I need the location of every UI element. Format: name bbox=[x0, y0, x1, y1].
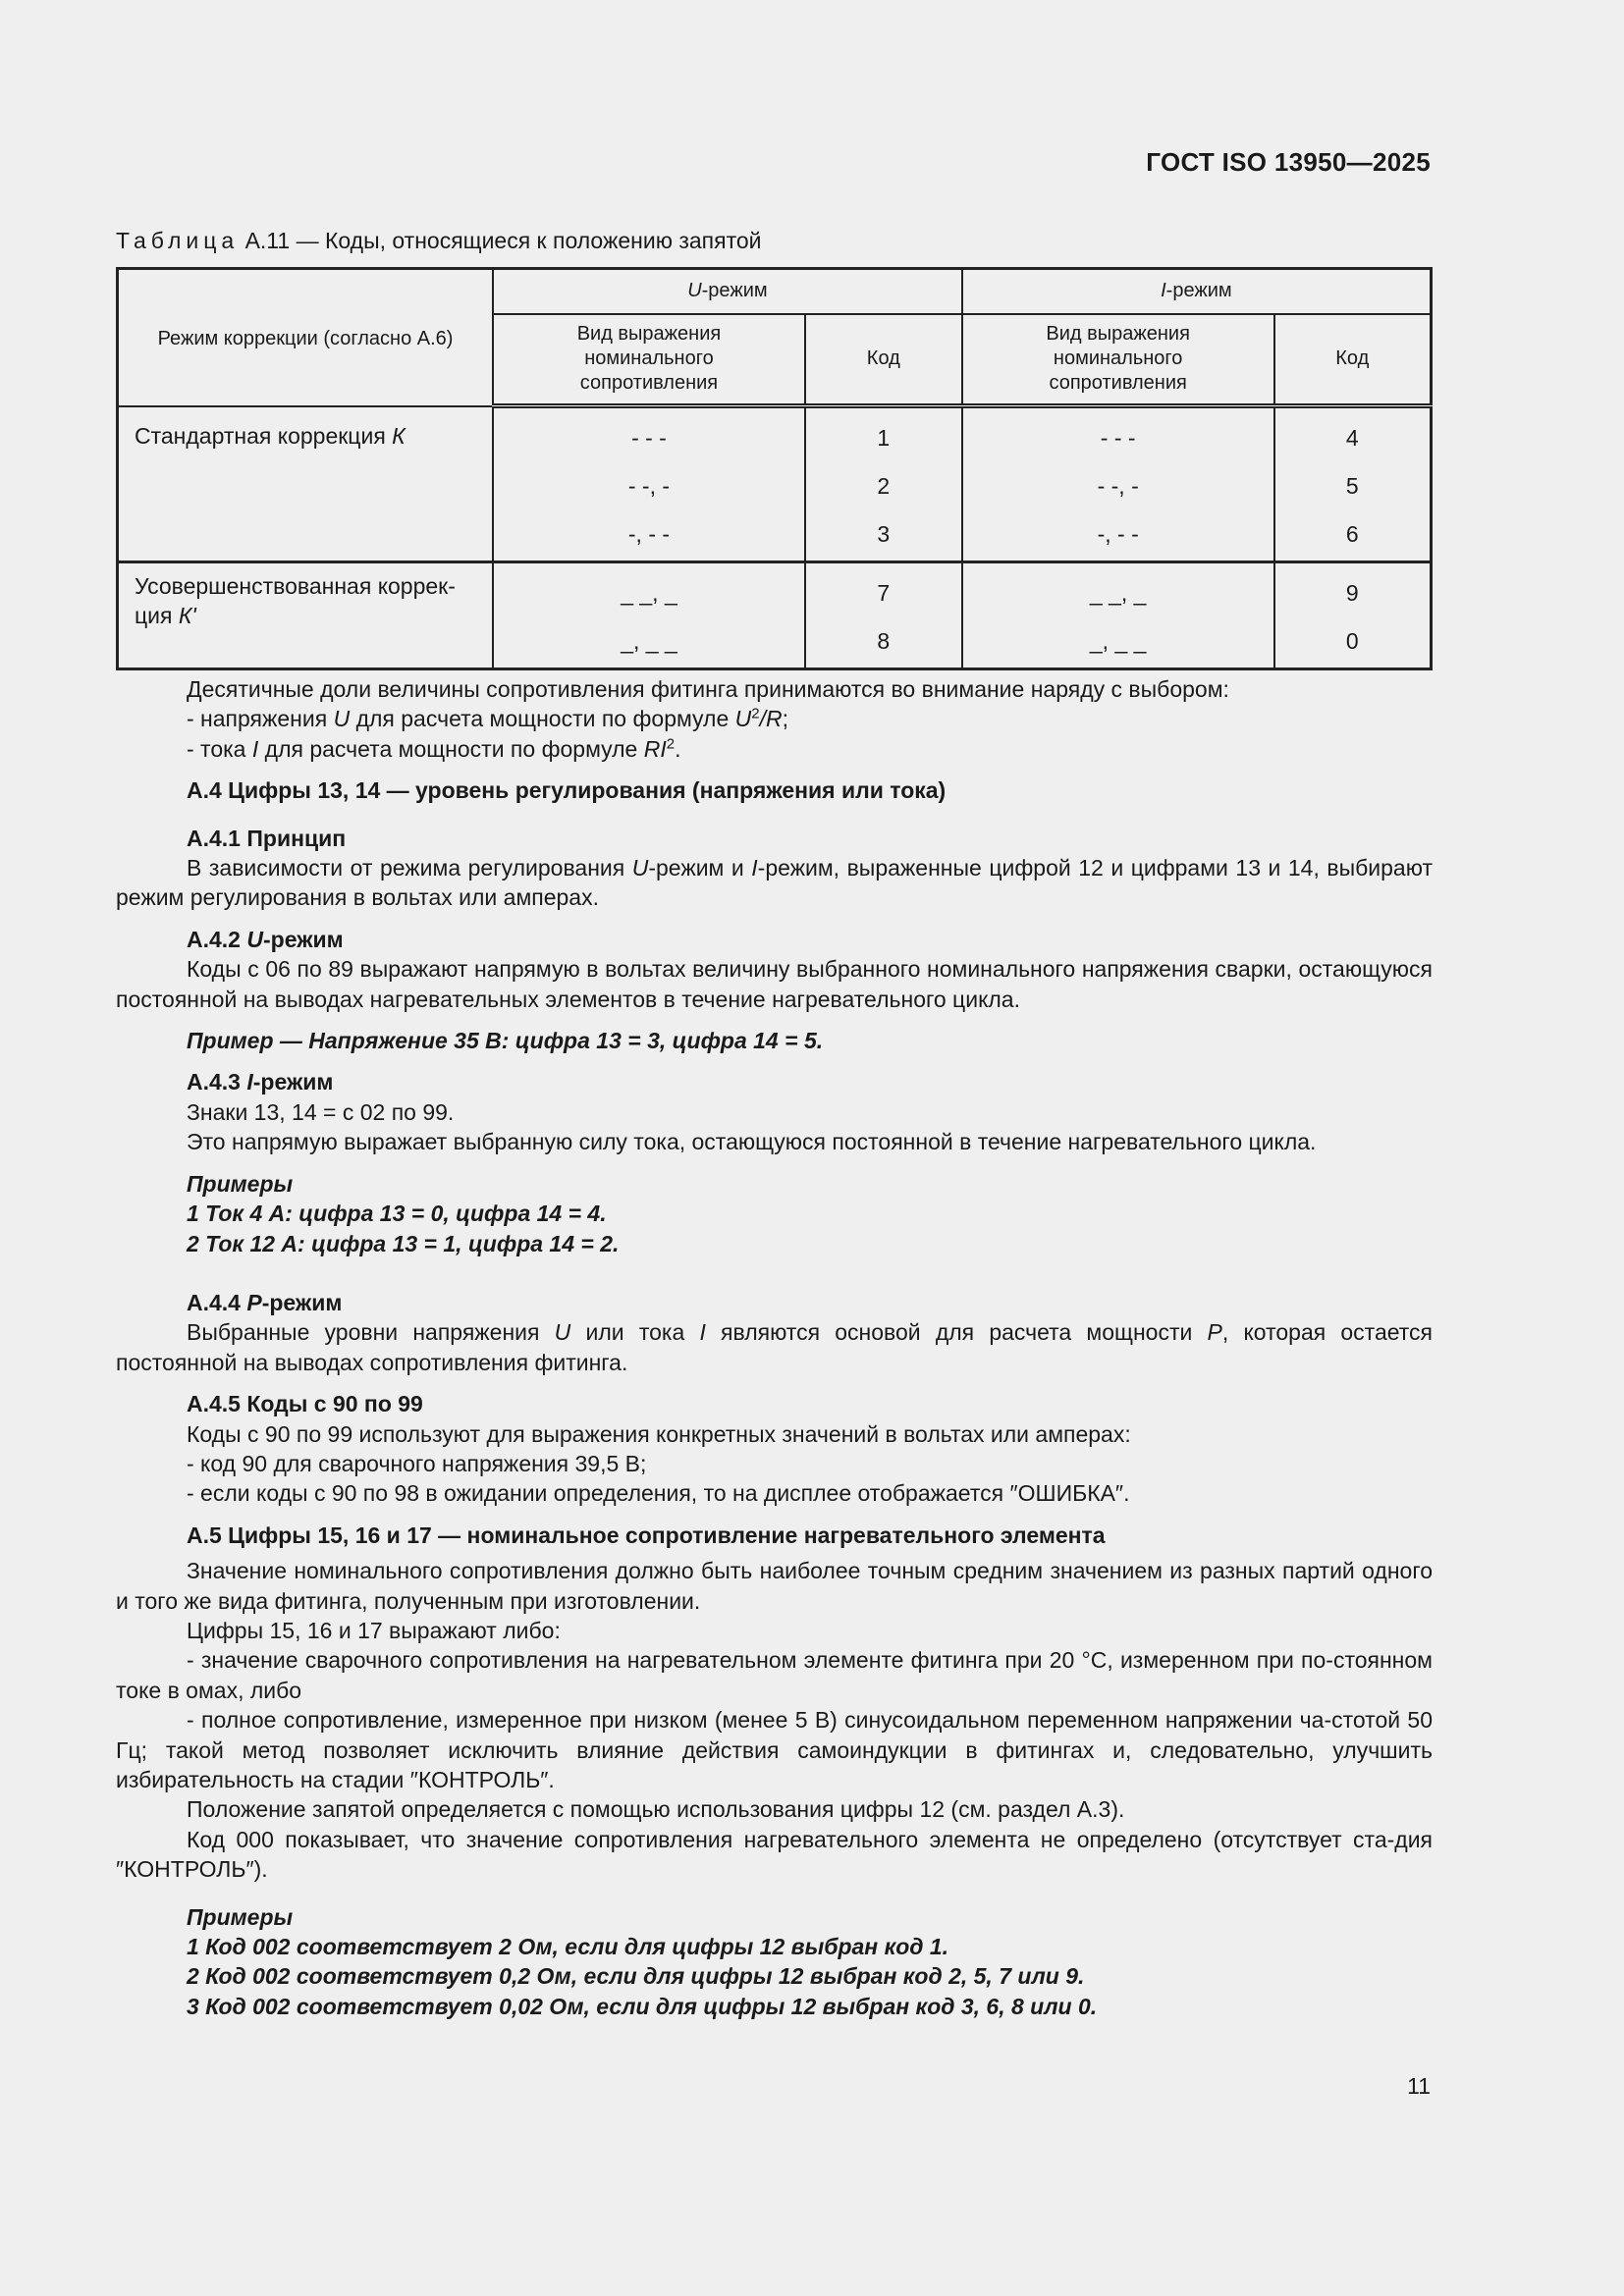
header-correction-mode: Режим коррекции (согласно А.6) bbox=[118, 269, 494, 406]
paragraph bbox=[116, 853, 1433, 913]
bullet: - если коды с 90 по 98 в ожидании определения, то на дисплее отображается ″ОШИБКА″. bbox=[187, 1480, 1130, 1507]
symbol-i: I bbox=[699, 1319, 706, 1346]
row-label-symbol: К bbox=[392, 422, 406, 449]
bullet-text: - напряжения bbox=[187, 706, 334, 732]
i-expr: - -, - bbox=[1097, 473, 1139, 499]
i-code-cell bbox=[1274, 562, 1432, 669]
text: -режим и bbox=[648, 855, 752, 881]
example: 1 Ток 4 А: цифра 13 = 0, цифра 14 = 4. bbox=[187, 1201, 607, 1227]
header-i-mode-letter: I bbox=[1161, 280, 1166, 302]
i-expr: -, - - bbox=[1097, 521, 1139, 547]
heading-text: -режим bbox=[263, 926, 344, 952]
i-code: 6 bbox=[1345, 521, 1359, 547]
bullet-end: . bbox=[675, 735, 681, 762]
bullet bbox=[116, 704, 1433, 733]
table-caption bbox=[116, 228, 762, 254]
doc-header: ГОСТ ISO 13950—2025 bbox=[1146, 147, 1431, 177]
table-caption-text: А.11 — Коды, относящиеся к положению запятой bbox=[239, 228, 762, 253]
text: В зависимости от режима регулирования bbox=[187, 855, 632, 881]
formula-r: /R bbox=[759, 706, 783, 732]
u-code: 7 bbox=[877, 580, 891, 606]
i-code: 0 bbox=[1345, 628, 1359, 654]
text: Выбранные уровни напряжения bbox=[187, 1319, 555, 1346]
paragraph: Это напрямую выражает выбранную силу тока, остающуюся постоянной в течение нагревательного цикла. bbox=[187, 1129, 1317, 1155]
row-label-improved bbox=[118, 562, 494, 669]
header-i-expression: Вид выражения номинального сопротивления bbox=[962, 314, 1274, 406]
row-label-standard bbox=[118, 406, 494, 562]
superscript: 2 bbox=[751, 705, 760, 722]
i-code: 5 bbox=[1345, 473, 1359, 499]
i-code-cell bbox=[1274, 406, 1432, 562]
symbol-u: U bbox=[246, 926, 263, 952]
paragraph: Значение номинального сопротивления должно быть наиболее точным средним значением из разных партий одного и того же вида фитинга, полученным при изготовлении. bbox=[116, 1558, 1433, 1614]
i-expr: - - - bbox=[1100, 425, 1136, 451]
bullet: - значение сварочного сопротивления на нагревательном элементе фитинга при 20 °С, измеренном при по-стоянном токе в омах, либо bbox=[116, 1647, 1433, 1703]
subsection-heading-a41: А.4.1 Принцип bbox=[187, 825, 347, 851]
i-code: 4 bbox=[1345, 425, 1359, 451]
u-expr: -, - - bbox=[627, 521, 671, 547]
header-i-mode bbox=[962, 269, 1432, 314]
text: , которая остается постоянной на выводах сопротивления фитинга. bbox=[116, 1319, 1434, 1375]
subsection-heading-a44 bbox=[116, 1288, 1433, 1317]
header-i-code: Код bbox=[1274, 314, 1432, 406]
subsection-heading-a42 bbox=[116, 925, 1433, 954]
u-code: 8 bbox=[877, 628, 891, 654]
symbol-u: U bbox=[554, 1319, 571, 1346]
table-row bbox=[118, 406, 1432, 562]
symbol-i: I bbox=[251, 735, 259, 762]
paragraph bbox=[116, 1317, 1433, 1377]
u-expr: _ _, _ bbox=[621, 580, 677, 606]
body-text bbox=[116, 674, 1433, 2021]
example: 3 Код 002 соответствует 0,02 Ом, если для цифры 12 выбран код 3, 6, 8 или 0. bbox=[187, 1993, 1098, 2019]
u-code: 2 bbox=[877, 473, 891, 499]
example: 2 Ток 12 А: цифра 13 = 1, цифра 14 = 2. bbox=[187, 1230, 620, 1256]
heading-text: -режим bbox=[252, 1069, 334, 1095]
bullet-text: для расчета мощности по формуле bbox=[350, 706, 735, 732]
text: -режим, выраженные цифрой 12 и цифрами 13 и 14, выбирают режим регулирования в вольтах или амперах. bbox=[116, 855, 1433, 911]
u-expr: _, _ _ bbox=[621, 628, 677, 654]
header-u-expression: Вид выражения номинального сопротивления bbox=[493, 314, 805, 406]
section-heading-a4: А.4 Цифры 13, 14 — уровень регулирования (напряжения или тока) bbox=[187, 777, 947, 804]
heading-number: А.4.4 bbox=[187, 1289, 247, 1315]
paragraph: Положение запятой определяется с помощью использования цифры 12 (см. раздел А.3). bbox=[187, 1796, 1125, 1823]
table-caption-prefix: Таблица bbox=[116, 228, 240, 253]
section-heading-a5: А.5 Цифры 15, 16 и 17 — номинальное сопротивление нагревательного элемента bbox=[187, 1522, 1106, 1548]
i-code: 9 bbox=[1345, 580, 1359, 606]
bullet-text: для расчета мощности по формуле bbox=[258, 735, 644, 762]
u-code-cell bbox=[805, 562, 962, 669]
i-expr: _, _ _ bbox=[1089, 628, 1147, 654]
bullet-end: ; bbox=[782, 706, 789, 732]
page-number: 11 bbox=[1407, 2073, 1431, 2099]
header-u-code: Код bbox=[805, 314, 962, 406]
paragraph: Цифры 15, 16 и 17 выражают либо: bbox=[187, 1617, 561, 1643]
u-code-cell bbox=[805, 406, 962, 562]
heading-number: А.4.3 bbox=[187, 1069, 247, 1095]
examples-heading: Примеры bbox=[187, 1903, 294, 1930]
i-expr-cell bbox=[962, 562, 1274, 669]
header-i-mode-suffix: -режим bbox=[1165, 280, 1232, 302]
paragraph: Коды с 90 по 99 используют для выражения конкретных значений в вольтах или амперах: bbox=[187, 1420, 1131, 1447]
header-u-mode bbox=[493, 269, 962, 314]
u-expr-cell bbox=[493, 406, 805, 562]
row-label-text: Усовершенствованная коррек-ция bbox=[135, 573, 456, 628]
heading-number: А.4.2 bbox=[187, 926, 247, 952]
symbol-i: I bbox=[751, 855, 758, 881]
formula-ri: RI bbox=[643, 735, 667, 762]
symbol-u: U bbox=[631, 855, 649, 881]
bullet-text: - тока bbox=[187, 735, 252, 762]
row-label-symbol: К' bbox=[178, 603, 196, 628]
text: являются основой для расчета мощности bbox=[705, 1319, 1208, 1346]
u-code: 3 bbox=[877, 521, 891, 547]
row-label-text: Стандартная коррекция bbox=[135, 422, 393, 449]
paragraph: Коды с 06 по 89 выражают напрямую в вольтах величину выбранного номинального напряжения сварки, остающуюся постоянной на выводах нагревательных элементов в течение нагревательного цикла. bbox=[116, 956, 1433, 1012]
example: 2 Код 002 соответствует 0,2 Ом, если для цифры 12 выбран код 2, 5, 7 или 9. bbox=[187, 1963, 1085, 1990]
subsection-heading-a45: А.4.5 Коды с 90 по 99 bbox=[187, 1391, 423, 1417]
paragraph: Код 000 показывает, что значение сопротивления нагревательного элемента не определено (отсутствует ста-дия ″КОНТРОЛЬ″). bbox=[116, 1826, 1433, 1883]
u-expr: - -, - bbox=[627, 473, 671, 499]
u-code: 1 bbox=[877, 425, 891, 451]
paragraph: Десятичные доли величины сопротивления фитинга принимаются во внимание наряду с выбором: bbox=[187, 676, 1229, 702]
heading-text: -режим bbox=[261, 1289, 343, 1315]
bullet: - код 90 для сварочного напряжения 39,5 В; bbox=[187, 1450, 647, 1476]
examples-heading: Примеры bbox=[187, 1170, 294, 1197]
text: или тока bbox=[570, 1319, 700, 1346]
example: Пример — Напряжение 35 В: цифра 13 = 3, цифра 14 = 5. bbox=[187, 1028, 824, 1054]
header-u-mode-suffix: -режим bbox=[701, 280, 768, 302]
table-row bbox=[118, 562, 1432, 669]
u-expr-cell bbox=[493, 562, 805, 669]
formula-u: U bbox=[734, 706, 752, 732]
superscript: 2 bbox=[666, 735, 676, 753]
symbol-p: P bbox=[246, 1289, 262, 1315]
i-expr-cell bbox=[962, 406, 1274, 562]
symbol-u: U bbox=[333, 706, 351, 732]
symbol-p: P bbox=[1207, 1319, 1222, 1346]
example: 1 Код 002 соответствует 2 Ом, если для цифры 12 выбран код 1. bbox=[187, 1934, 949, 1960]
bullet: - полное сопротивление, измеренное при низком (менее 5 В) синусоидальном переменном напряжении ча-стотой 50 Гц; такой метод позволяет исключить влияние действия самоиндукции в фитингах и, следовательно, улучшить избирательность на стадии ″КОНТРОЛЬ″. bbox=[116, 1707, 1433, 1792]
subsection-heading-a43 bbox=[116, 1067, 1433, 1096]
u-expr: - - - bbox=[631, 425, 667, 451]
i-expr: _ _, _ bbox=[1089, 580, 1147, 606]
header-u-mode-letter: U bbox=[687, 280, 702, 302]
bullet bbox=[116, 734, 1433, 764]
symbol-i: I bbox=[246, 1069, 253, 1095]
paragraph: Знаки 13, 14 = с 02 по 99. bbox=[187, 1098, 455, 1125]
codes-table bbox=[116, 267, 1433, 670]
